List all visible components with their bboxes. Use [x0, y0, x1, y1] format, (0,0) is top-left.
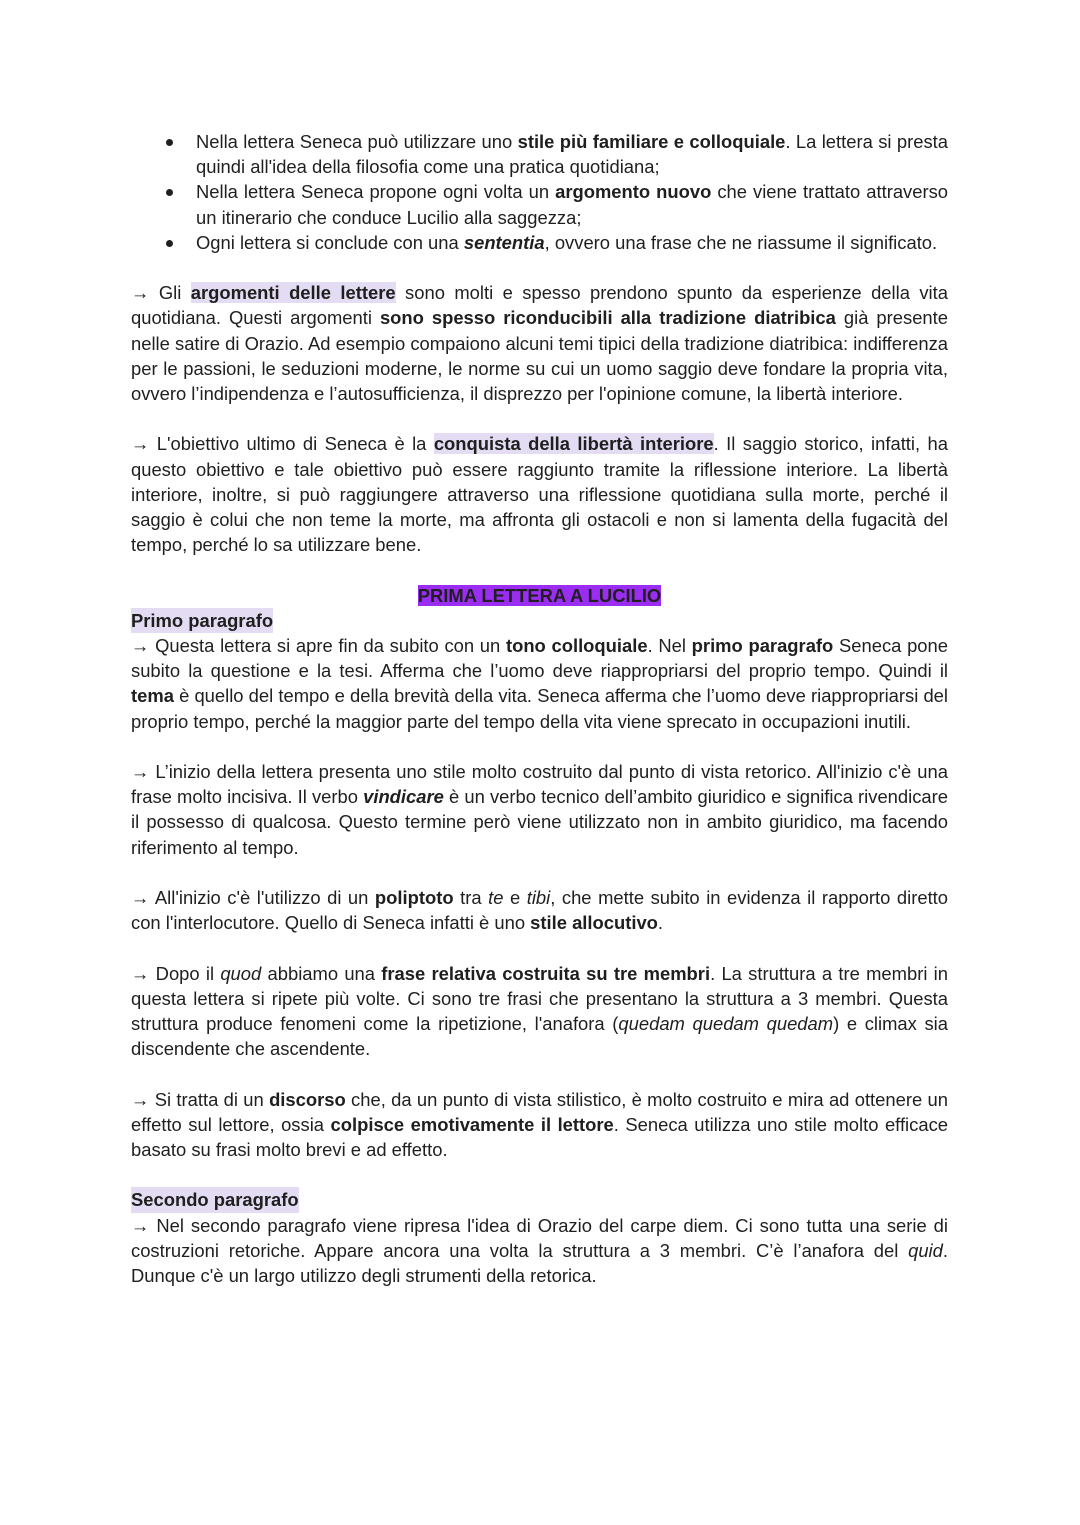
paragraph-tre-membri: → Dopo il quod abbiamo una frase relativa costruita su tre membri. La struttura a tre membri in questa lettera si ripete più volte. Ci sono tre frasi che presentano la struttura a 3 membri. Questa struttura produce fenomeni come la ripetizione, l'anafora (quedam quedam quedam) e climax sia discendente che ascendente.	[131, 962, 948, 1060]
section-title: PRIMA LETTERA A LUCILIO	[417, 584, 662, 606]
paragraph-discorso: → Si tratta di un discorso che, da un punto di vista stilistico, è molto costruito e mira ad ottenere un effetto sul lettore, ossia colpisce emotivamente il lettore. Seneca utilizza uno stile molto efficace basato su frasi molto brevi e ad effetto.	[131, 1088, 948, 1161]
bullet-list	[131, 129, 948, 255]
document-body	[131, 129, 948, 1288]
paragraph-poliptoto: → All'inizio c'è l'utilizzo di un poliptoto tra te e tibi, che mette subito in evidenza il rapporto diretto con l'interlocutore. Quello di Seneca infatti è uno stile allocutivo.	[131, 887, 949, 934]
highlight: argomenti delle lettere	[190, 282, 396, 304]
list-item: Nella lettera Seneca può utilizzare uno stile più familiare e colloquiale. La lettera si presta quindi all'idea della filosofia come una pratica quotidiana;	[196, 129, 948, 179]
list-item: Ogni lettera si conclude con una sententia, ovvero una frase che ne riassume il significato.	[196, 230, 948, 255]
paragraph-carpe-diem: → Nel secondo paragrafo viene ripresa l'idea di Orazio del carpe diem. Ci sono tutta una serie di costruzioni retoriche. Appare ancora una volta la struttura a 3 membri. C’è l’anafora del quid. Dunque c'è un largo utilizzo degli strumenti della retorica.	[131, 1214, 948, 1287]
paragraph-tono: → Questa lettera si apre fin da subito con un tono colloquiale. Nel primo paragrafo Seneca pone subito la questione e la tesi. Afferma che l’uomo deve riappropriarsi del proprio tempo. Quindi il tema è quello del tempo e della brevità della vita. Seneca afferma che l’uomo deve riappropriarsi del proprio tempo, perché la maggior parte del tempo della vita viene sprecato in occupazioni inutili.	[131, 635, 948, 732]
list-item: Nella lettera Seneca propone ogni volta un argomento nuovo che viene trattato attraverso un itinerario che conduce Lucilio alla saggezza;	[196, 179, 948, 229]
paragraph-argomenti: → Gli argomenti delle lettere sono molti e spesso prendono spunto da esperienze della vita quotidiana. Questi argomenti sono spesso riconducibili alla tradizione diatribica già presente nelle satire di Orazio. Ad esempio compaiono alcuni temi tipici della tradizione diatribica: indifferenza per le passioni, le seduzioni moderne, le norme su cui un uomo saggio deve fondare la propria vita, ovvero l’indipendenza e l’autosufficienza, il disprezzo per l'opinione comune, la libertà interiore.	[131, 282, 948, 405]
paragraph-vindicare: → L’inizio della lettera presenta uno stile molto costruito dal punto di vista retorico. All'inizio c'è una frase molto incisiva. Il verbo vindicare è un verbo tecnico dell’ambito giuridico e significa rivendicare il possesso di qualcosa. Questo termine però viene utilizzato non in ambito giuridico, ma facendo riferimento al tempo.	[131, 761, 949, 858]
subheading-secondo-paragrafo: Secondo paragrafo	[131, 1187, 299, 1212]
paragraph-obiettivo: → L'obiettivo ultimo di Seneca è la conquista della libertà interiore. Il saggio storico, infatti, ha questo obiettivo e tale obiettivo può essere raggiunto tramite la riflessione interiore. La libertà interiore, inoltre, si può raggiungere attraverso una riflessione quotidiana sulla morte, perché il saggio è colui che non teme la morte, ma affronta gli ostacoli e non si lamenta della fugacità del tempo, perché lo sa utilizzare bene.	[131, 433, 948, 556]
subheading-primo-paragrafo: Primo paragrafo	[131, 608, 273, 633]
highlight: conquista della libertà interiore	[433, 433, 714, 455]
